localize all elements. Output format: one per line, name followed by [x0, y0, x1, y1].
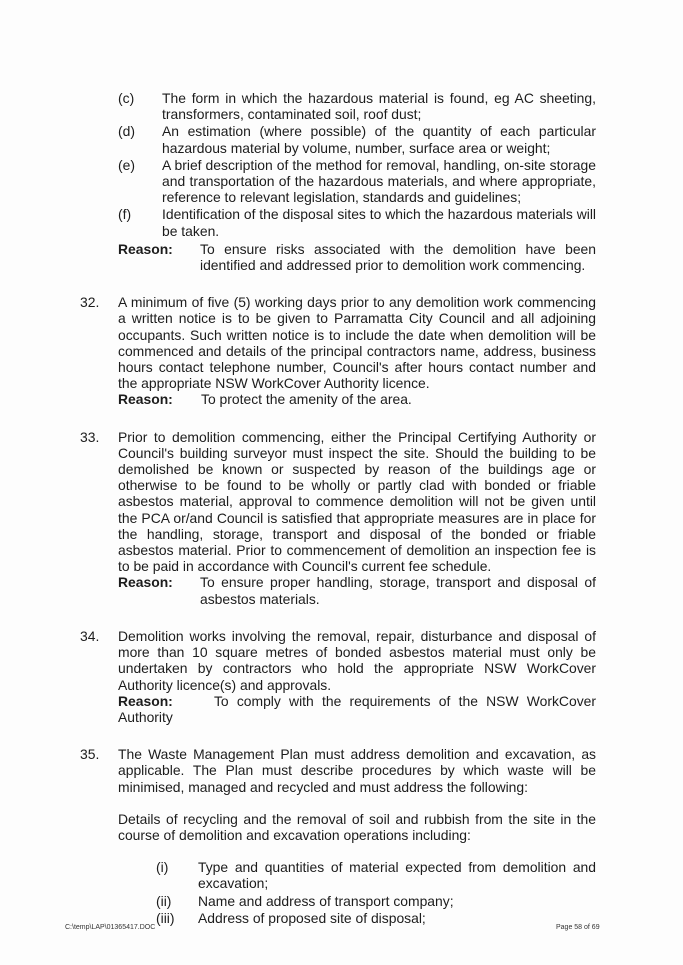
- condition-body: [118, 294, 596, 407]
- condition-text: The Waste Management Plan must address demolition and excavation, as applicable. The Plan must describe procedures by which waste will be minimised, managed and recycled and must address the following:: [118, 746, 596, 795]
- hazardous-material-list: [118, 90, 596, 239]
- list-item-text: Identification of the disposal sites to which the hazardous materials will be taken.: [162, 206, 596, 239]
- condition-text: Demolition works involving the removal, repair, disturbance and disposal of more than 10 square metres of bonded asbestos material must only be undertaken by contractors who hold the appropriate NSW WorkCover Authority licence(s) and approvals.: [118, 627, 596, 693]
- list-item-text: An estimation (where possible) of the quantity of each particular hazardous material by volume, number, surface area or weight;: [162, 123, 596, 156]
- condition-number: 33.: [80, 428, 100, 445]
- reason-label: Reason:: [118, 574, 173, 591]
- condition-number: 34.: [80, 627, 100, 644]
- list-item-label: (c): [118, 90, 135, 106]
- waste-details-list: [118, 859, 596, 926]
- condition-body: [118, 628, 596, 725]
- reason-block: [118, 693, 596, 725]
- footer-file-path: C:\temp\LAP\01365417.DOC: [65, 924, 156, 931]
- list-item-label: (e): [118, 156, 135, 173]
- condition-number: 35.: [80, 746, 100, 763]
- document-body: [80, 90, 596, 926]
- list-item-label: (f): [118, 206, 132, 223]
- list-item-text: A brief description of the method for removal, handling, on-site storage and transportation of the hazardous materials, and where appropriate, reference to relevant legislation, standards and guidelines;: [162, 156, 596, 206]
- condition-text: A minimum of five (5) working days prior to any demolition work commencing a written notice is to be given to Parramatta City Council and all adjoining occupants. Such written notice is to include the date when demolition will be commenced and details of the principal contractors name, address, business hours contact telephone number, Council's after hours contact number and the appropriate NSW WorkCover Authority licence.: [118, 294, 596, 392]
- list-item-label: (i): [156, 859, 169, 876]
- condition-body: [118, 746, 596, 843]
- condition-body: [118, 429, 596, 607]
- list-item-text: Address of proposed site of disposal;: [198, 909, 426, 926]
- condition-number: 32.: [80, 294, 100, 311]
- list-item: [156, 910, 596, 926]
- condition-text: Prior to demolition commencing, either the Principal Certifying Authority or Council's building surveyor must inspect the site. Should the building to be demolished be known or suspected by reason of the buildings age or otherwise to be found to be wholly or partly clad with bonded or friable asbestos material, approval to commence demolition will not be given until the PCA or/and Council is satisfied that appropriate measures are in place for the handling, storage, transport and disposal of the bonded or friable asbestos material. Prior to commencement of demolition an inspection fee is to be paid in accordance with Council's current fee schedule.: [118, 428, 596, 575]
- reason-block: [118, 241, 596, 273]
- condition-subtext: Details of recycling and the removal of soil and rubbish from the site in the course of demolition and excavation operations including:: [118, 810, 596, 843]
- list-item-text: Type and quantities of material expected from demolition and excavation;: [198, 859, 596, 892]
- list-item-label: (iii): [156, 909, 175, 926]
- reason-label: Reason:: [118, 391, 173, 408]
- condition-32: [80, 294, 596, 407]
- condition-33: [80, 429, 596, 607]
- reason-label: Reason:: [118, 240, 173, 257]
- reason-text: To ensure proper handling, storage, transport and disposal of asbestos materials.: [200, 574, 596, 607]
- list-item: [118, 206, 596, 238]
- reason-text: To ensure risks associated with the demolition have been identified and addressed prior to demolition work commencing.: [200, 240, 596, 274]
- list-item-text: The form in which the hazardous material is found, eg AC sheeting, transformers, contaminated soil, roof dust;: [162, 90, 596, 123]
- list-item: [118, 123, 596, 155]
- reason-label: Reason:: [118, 692, 173, 709]
- list-item: [118, 157, 596, 206]
- list-item-label: (d): [118, 123, 135, 140]
- footer-page-number: Page 58 of 69: [556, 924, 600, 931]
- reason-text: To protect the amenity of the area.: [201, 391, 412, 408]
- reason-text: To comply with the requirements of the NSW WorkCover Authority: [118, 692, 596, 725]
- list-item-label: (ii): [156, 892, 172, 909]
- list-item: [156, 859, 596, 891]
- condition-34: [80, 628, 596, 725]
- list-item: [118, 90, 596, 122]
- list-item: [156, 893, 596, 909]
- reason-block: [118, 574, 596, 606]
- list-item-text: Name and address of transport company;: [198, 892, 454, 909]
- reason-block: [118, 391, 596, 407]
- condition-35: [80, 746, 596, 843]
